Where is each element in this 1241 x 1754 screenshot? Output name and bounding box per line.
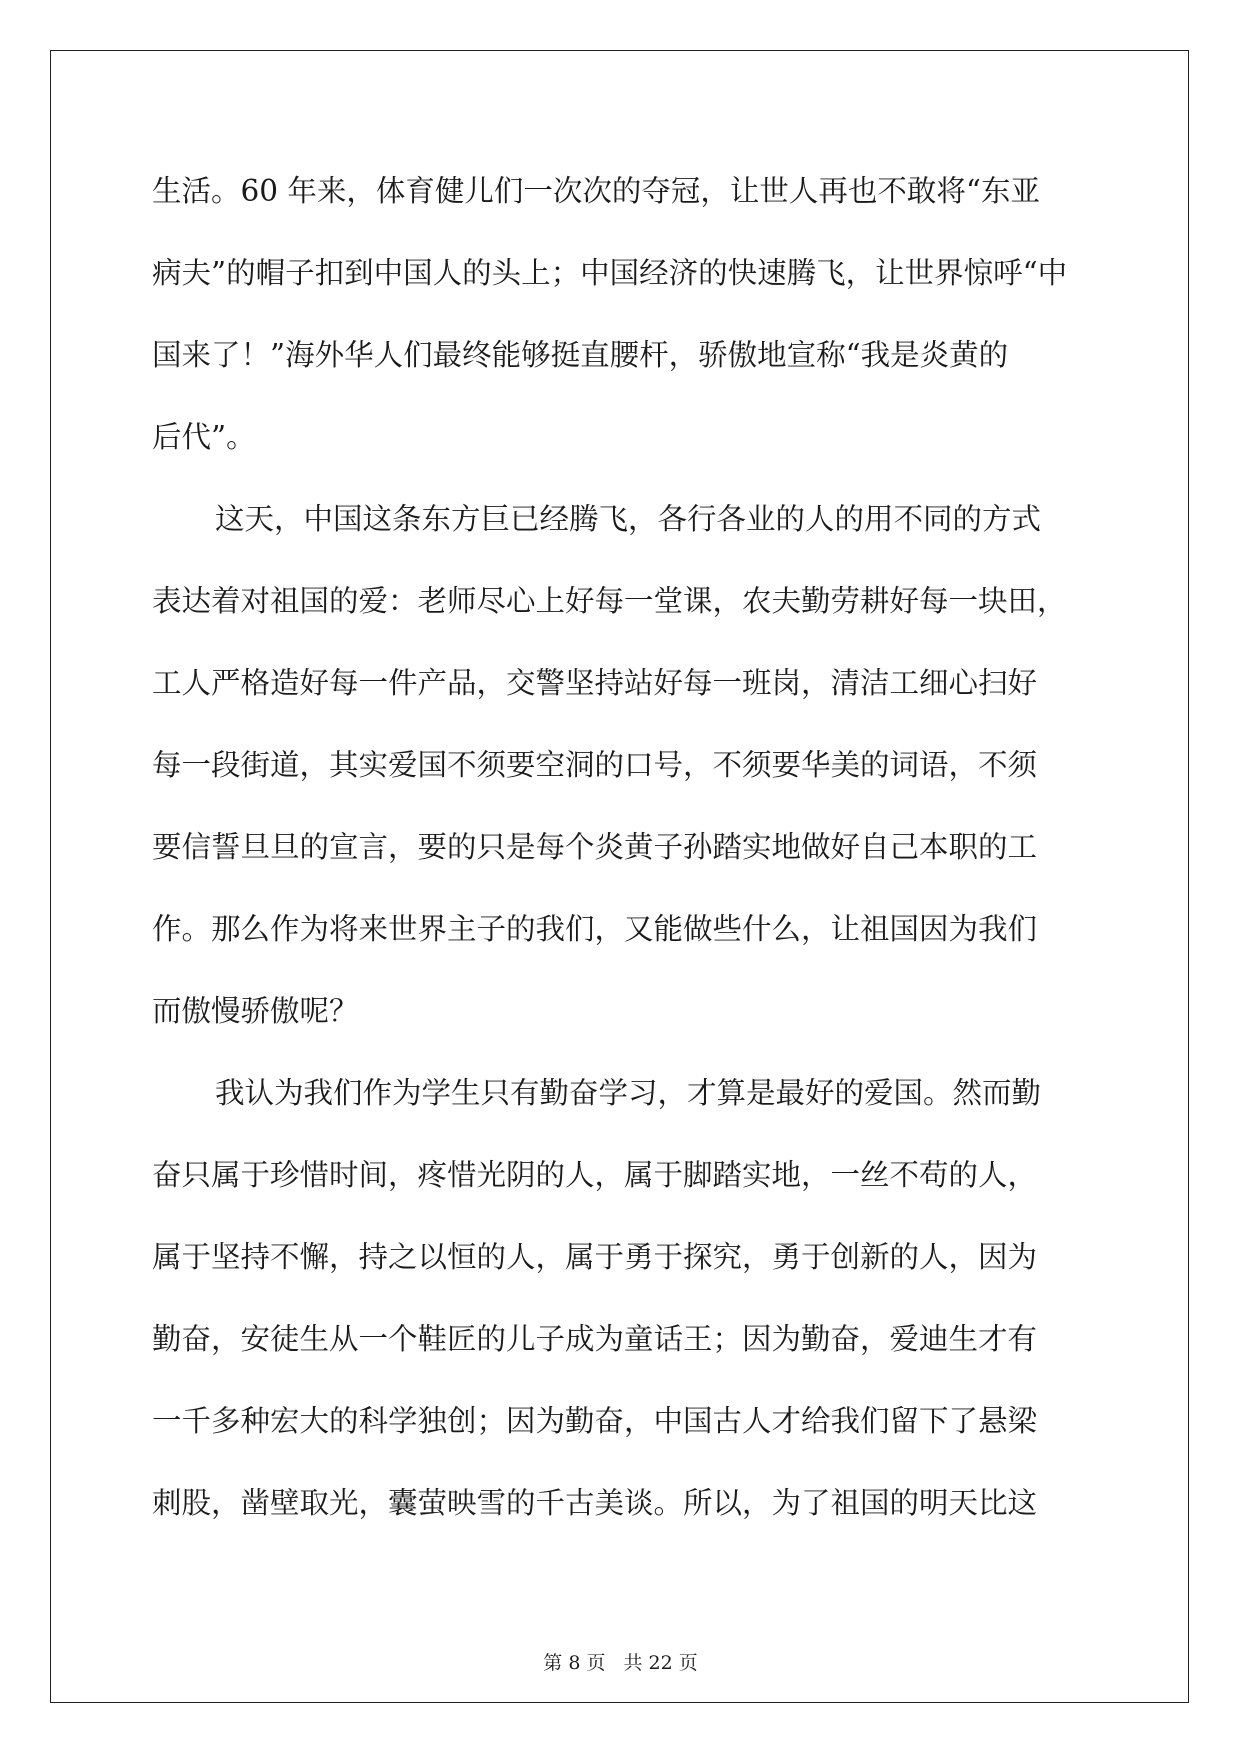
page-footer xyxy=(0,1648,1241,1675)
page-number: 第 8 页 xyxy=(543,1652,606,1674)
text-line: 工人严格造好每一件产品，交警坚持站好每一班岗，清洁工细心扫好 xyxy=(152,666,1038,700)
text-line: 要信誓旦旦的宣言，要的只是每个炎黄子孙踏实地做好自己本职的工 xyxy=(152,830,1038,864)
text-line: 作。那么作为将来世界主子的我们，又能做些什么，让祖国因为我们 xyxy=(152,912,1038,946)
text-line: 生活。60 年来，体育健儿们一次次的夺冠，让世人再也不敢将“东亚 xyxy=(152,174,1040,208)
text-line: 后代”。 xyxy=(152,420,256,454)
text-line: 每一段街道，其实爱国不须要空洞的口号，不须要华美的词语，不须 xyxy=(152,748,1038,782)
text-line: 勤奋，安徒生从一个鞋匠的儿子成为童话王；因为勤奋，爱迪生才有 xyxy=(152,1322,1038,1356)
text-line: 这天，中国这条东方巨已经腾飞，各行各业的人的用不同的方式 xyxy=(215,502,1042,536)
text-line: 我认为我们作为学生只有勤奋学习，才算是最好的爱国。然而勤 xyxy=(215,1076,1042,1110)
text-line: 而傲慢骄傲呢？ xyxy=(152,994,359,1028)
text-line: 一千多种宏大的科学独创；因为勤奋，中国古人才给我们留下了悬梁 xyxy=(152,1404,1038,1438)
text-line: 奋只属于珍惜时间，疼惜光阴的人，属于脚踏实地，一丝不苟的人， xyxy=(152,1158,1038,1192)
text-line: 刺股，凿壁取光，囊萤映雪的千古美谈。所以，为了祖国的明天比这 xyxy=(152,1486,1038,1520)
text-line: 国来了！”海外华人们最终能够挺直腰杆，骄傲地宣称“我是炎黄的 xyxy=(152,338,1009,372)
text-line: 属于坚持不懈，持之以恒的人，属于勇于探究，勇于创新的人，因为 xyxy=(152,1240,1038,1274)
document-body xyxy=(152,150,1088,1544)
text-line: 表达着对祖国的爱：老师尽心上好每一堂课，农夫勤劳耕好每一块田， xyxy=(152,584,1067,618)
page-total: 共 22 页 xyxy=(623,1652,698,1674)
text-line: 病夫”的帽子扣到中国人的头上；中国经济的快速腾飞，让世界惊呼“中 xyxy=(152,256,1068,290)
